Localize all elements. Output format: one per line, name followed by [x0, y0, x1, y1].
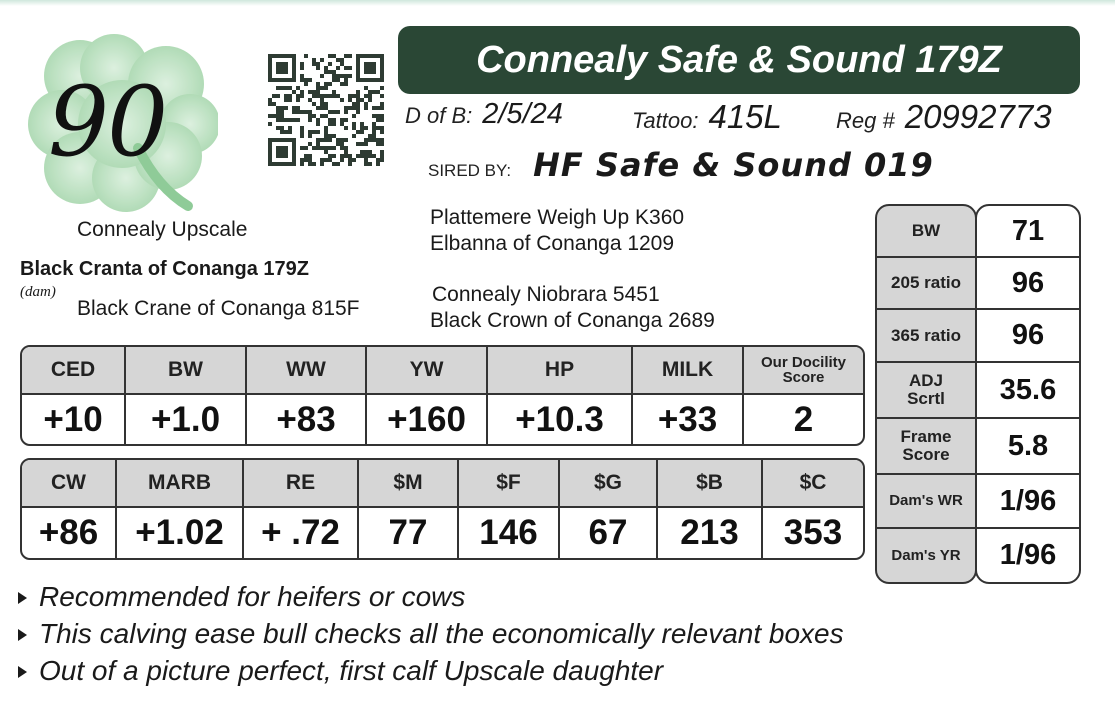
- stat-value-adj-scrtl: 35.6: [977, 363, 1079, 419]
- epd-table-1: [20, 345, 865, 446]
- epd-value-b: 213: [658, 508, 763, 558]
- epd-value-cw: +86: [22, 508, 117, 558]
- epd-header-c: $C: [799, 471, 827, 494]
- stat-label-dams-wr: Dam's WR: [877, 475, 975, 529]
- dam-label: (dam): [20, 284, 56, 300]
- stat-label-frame-score: Frame Score: [877, 419, 975, 475]
- dam-name: Black Cranta of Conanga 179Z: [20, 258, 309, 280]
- tattoo-value: 415L: [708, 98, 782, 135]
- dob-value: 2/5/24: [482, 98, 563, 130]
- epd-header-b: $B: [658, 460, 763, 506]
- epd-value-re: + .72: [244, 508, 359, 558]
- tattoo-label: Tattoo:: [632, 108, 699, 133]
- stat-label-bw: BW: [877, 206, 975, 258]
- epd-value-g: 67: [560, 508, 658, 558]
- epd-header-bw: BW: [126, 347, 247, 393]
- reg-label: Reg #: [836, 108, 895, 133]
- epd-value-ww: +83: [247, 395, 367, 444]
- tattoo-field: [632, 98, 782, 138]
- epd-value-bw: +1.0: [126, 395, 247, 444]
- epd-value-yw: +160: [367, 395, 488, 444]
- qr-code-icon[interactable]: [268, 54, 384, 166]
- epd-value-f: 146: [459, 508, 560, 558]
- sired-by-label: SIRED BY:: [428, 161, 512, 180]
- top-band: [0, 0, 1115, 6]
- stat-label-dams-yr: Dam's YR: [891, 546, 961, 564]
- epd-value-c: 353: [783, 513, 843, 552]
- stat-label-365-ratio: 365 ratio: [877, 310, 975, 363]
- epd-table-2-header: [22, 460, 863, 508]
- epd-header-marb: MARB: [117, 460, 244, 506]
- dob-label: D of B:: [405, 103, 473, 128]
- stat-value-365-ratio: 96: [977, 310, 1079, 363]
- animal-name: Connealy Safe & Sound 179Z: [476, 38, 1002, 81]
- highlight-item: [18, 578, 844, 615]
- epd-header-cw: CW: [22, 460, 117, 506]
- epd-value-docility: 2: [793, 399, 814, 439]
- stat-value-bw: 71: [977, 206, 1079, 258]
- epd-header-re: RE: [244, 460, 359, 506]
- epd-header-docility: Our Docility Score: [760, 354, 846, 386]
- highlights-list: [18, 578, 844, 689]
- epd-value-hp: +10.3: [488, 395, 633, 444]
- epd-table-2: [20, 458, 865, 560]
- epd-header-yw: YW: [367, 347, 488, 393]
- epd-table-1-values: [22, 395, 863, 444]
- epd-table-1-header: [22, 347, 863, 395]
- stat-value-dams-wr: 1/96: [977, 475, 1079, 529]
- stat-label-205-ratio: 205 ratio: [877, 258, 975, 310]
- sire-sire: Plattemere Weigh Up K360: [430, 206, 685, 229]
- stat-label-adj-scrtl: ADJ Scrtl: [877, 363, 975, 419]
- epd-header-m: $M: [359, 460, 459, 506]
- epd-value-ced: +10: [22, 395, 126, 444]
- dam-dam-dam: Black Crown of Conanga 2689: [430, 309, 715, 332]
- reg-value: 20992773: [904, 98, 1052, 135]
- epd-header-milk: MILK: [633, 347, 744, 393]
- highlight-text: Out of a picture perfect, first calf Upscale daughter: [39, 654, 664, 686]
- sire-name: HF Safe & Sound 019: [533, 146, 934, 184]
- reg-field: [836, 98, 1052, 138]
- dam-dam: Black Crane of Conanga 815F: [77, 297, 360, 320]
- bullet-triangle-icon: [18, 629, 27, 641]
- stat-value-dams-yr: 1/96: [999, 539, 1057, 571]
- epd-value-milk: +33: [633, 395, 744, 444]
- highlight-item: [18, 652, 844, 689]
- highlight-text: Recommended for heifers or cows: [39, 580, 466, 612]
- lot-number: 90: [48, 66, 167, 178]
- sired-by: [428, 146, 934, 184]
- epd-header-ced: CED: [22, 347, 126, 393]
- epd-header-ww: WW: [247, 347, 367, 393]
- lot-badge: [18, 28, 218, 218]
- title-bar: [398, 26, 1080, 94]
- stats-values: [975, 204, 1081, 584]
- highlight-text: This calving ease bull checks all the economically relevant boxes: [39, 617, 844, 649]
- stat-value-frame-score: 5.8: [977, 419, 1079, 475]
- epd-value-m: 77: [359, 508, 459, 558]
- highlight-item: [18, 615, 844, 652]
- sire-dam: Elbanna of Conanga 1209: [430, 232, 675, 255]
- bullet-triangle-icon: [18, 592, 27, 604]
- dob-field: [405, 98, 563, 138]
- epd-value-marb: +1.02: [117, 508, 244, 558]
- bullet-triangle-icon: [18, 666, 27, 678]
- epd-header-f: $F: [459, 460, 560, 506]
- stats-labels: [875, 204, 977, 584]
- epd-header-g: $G: [560, 460, 658, 506]
- epd-header-hp: HP: [488, 347, 633, 393]
- performance-stats: [875, 204, 1083, 584]
- stat-value-205-ratio: 96: [977, 258, 1079, 310]
- dam-sire: Connealy Upscale: [77, 218, 248, 241]
- dam-dam-sire: Connealy Niobrara 5451: [432, 283, 660, 306]
- epd-table-2-values: [22, 508, 863, 558]
